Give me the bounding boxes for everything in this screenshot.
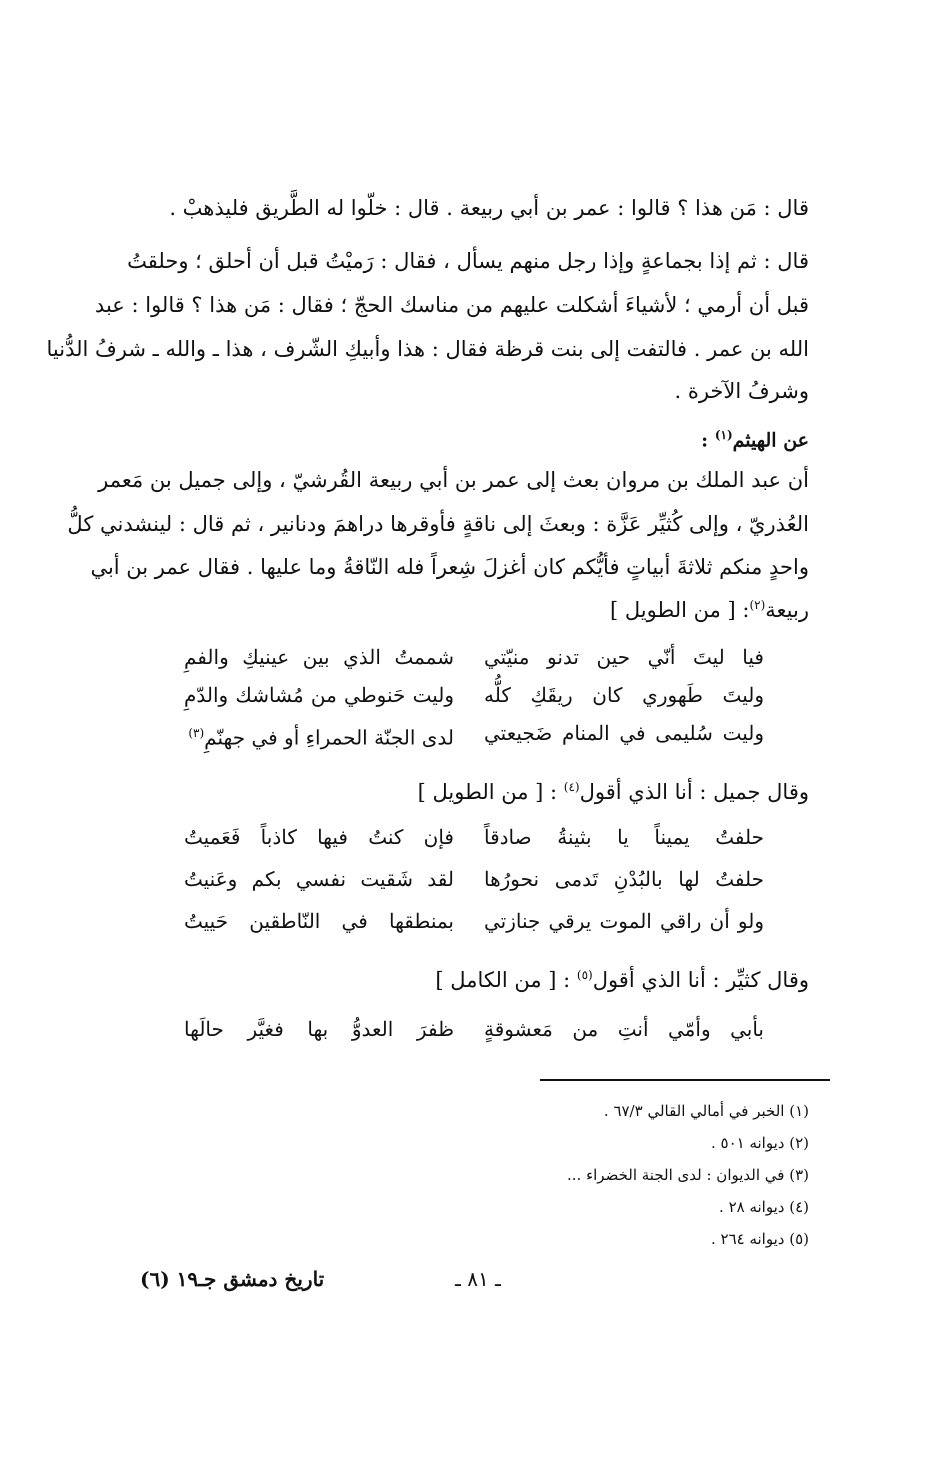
verse-second-hemistich: بمنطقها في النّاطقين حَييتُ <box>184 909 454 933</box>
verse-first-hemistich: وليتَ طَهوري كان ريقَكِ كلُّه <box>484 683 764 707</box>
paragraph-line <box>610 590 809 625</box>
paragraph-line: قال : ثم إذا بجماعةٍ وإذا رجل منهم يسأل ، فقال : رَميْتُ قبل أن أحلق ؛ وحلقتُ <box>127 249 809 273</box>
footnote: (٢) ديوانه ٥٠١ . <box>710 1134 809 1152</box>
verse-first-hemistich: وليت سُليمى في المنام ضَجيعتي <box>484 721 764 745</box>
footnote: (٥) ديوانه ٢٦٤ . <box>710 1230 809 1248</box>
footnote-ref: (١) <box>714 428 733 442</box>
heading-suffix: : <box>701 429 715 452</box>
footnote: (١) الخبر في أمالي القالي ٦٧/٣ . <box>603 1102 809 1120</box>
meter-label: : [ من الطويل ] <box>610 598 750 622</box>
paragraph-line: قال : مَن هذا ؟ قالوا : عمر بن أبي ربيعة . قال : خلّوا له الطَّريق فليذهبْ . <box>169 196 809 220</box>
verse-second-hemistich: وليت حَنوطي من مُشاشك والدّمِ <box>184 683 454 707</box>
verse-first-hemistich: حلفتُ لها بالبُدْنِ تَدمى نحورُها <box>484 867 764 891</box>
verse-text: لدى الجنّة الحمراءِ أو في جهنّمِ <box>204 725 454 750</box>
text-fragment: ربيعة <box>765 598 809 622</box>
intro-text: وقال كثيِّر : أنا الذي أقول <box>592 968 809 992</box>
verse-first-hemistich: فيا ليتَ أنّي حين تدنو منيّتي <box>484 645 764 669</box>
meter-label: : [ من الطويل ] <box>417 780 564 804</box>
verse-first-hemistich: حلفتُ يميناً يا بثينةُ صادقاً <box>484 825 764 849</box>
paragraph-line: العُذريّ ، وإلى كُثيِّر عَزَّة : وبعثَ إلى ناقةٍ فأوقرها دراهمَ ودنانير ، ثم قال : لينشدني كلُّ <box>67 512 809 536</box>
verse-second-hemistich: لقد شَقيت نفسي بكم وعَنيتُ <box>184 867 454 891</box>
verse-second-hemistich: شممتُ الذي بين عينيكِ والفمِ <box>184 645 454 669</box>
verse-first-hemistich: ولو أن راقي الموت يرقي جنازتي <box>484 909 764 933</box>
intro-text: وقال جميل : أنا الذي أقول <box>579 780 809 804</box>
verse-second-hemistich: فإن كنتُ فيها كاذباً فَعَميتُ <box>184 825 454 849</box>
running-footer-title: تاريخ دمشق جـ١٩ (٦) <box>140 1267 325 1291</box>
footnote-ref: (٥) <box>576 968 593 982</box>
paragraph-line: وشرفُ الآخرة . <box>674 379 809 403</box>
paragraph-line: أن عبد الملك بن مروان بعث إلى عمر بن أبي ربيعة القُرشيّ ، وإلى جميل بن مَعمر <box>98 468 809 492</box>
page-number: ـ ٨١ ـ <box>455 1267 501 1291</box>
footnote: (٣) في الديوان : لدى الجنة الخضراء ... <box>567 1166 809 1184</box>
poem-intro <box>435 960 809 995</box>
footnote: (٤) ديوانه ٢٨ . <box>719 1198 809 1216</box>
verse-second-hemistich <box>184 718 454 753</box>
footnote-ref: (٣) <box>188 726 205 740</box>
paragraph-line: واحدٍ منكم ثلاثةَ أبياتٍ فأيُّكم كان أغزلَ شِعراً فله النّاقةُ وما عليها . فقال عمر بن أبي <box>90 555 809 579</box>
section-heading <box>701 420 809 455</box>
verse-second-hemistich: ظفرَ العدوُّ بها فغيَّر حالَها <box>184 1017 454 1041</box>
footnote-ref: (٢) <box>749 598 766 612</box>
paragraph-line: قبل أن أرمي ؛ لأشياءَ أشكلت عليهم من مناسك الحجّ ؛ فقال : مَن هذا ؟ قالوا : عبد <box>94 293 809 317</box>
footnote-ref: (٤) <box>563 780 580 794</box>
footnote-divider <box>540 1079 830 1081</box>
poem-intro <box>418 772 809 807</box>
heading-text: عن الهيثم <box>732 429 809 452</box>
verse-first-hemistich: بأبي وأمّي أنتِ من مَعشوقةٍ <box>484 1017 764 1041</box>
paragraph-line: الله بن عمر . فالتفت إلى بنت قرظة فقال : هذا وأبيكِ الشّرف ، هذا ـ والله ـ شرفُ الدُّنيا <box>46 337 809 361</box>
meter-label: : [ من الكامل ] <box>435 968 577 992</box>
